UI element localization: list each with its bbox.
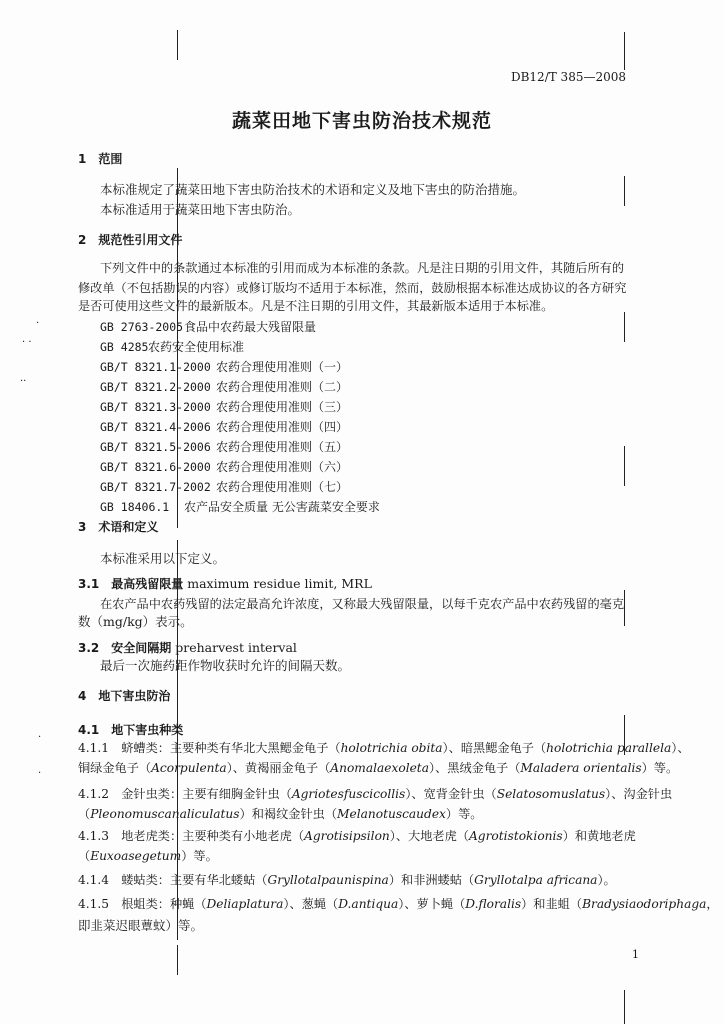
item-text: 蝼蛄类：主要有华北蝼蛄（ xyxy=(121,873,268,887)
item-text: 金针虫类：主要有细胸金针虫（ xyxy=(121,787,292,801)
item-number: 4.1.1 xyxy=(78,741,110,755)
reference-code: GB 18406.1 xyxy=(100,500,170,514)
item-number: 4.1.2 xyxy=(78,787,110,801)
term-3-1 xyxy=(78,574,372,594)
reference-code: GB/T 8321.6-2000 xyxy=(100,460,211,474)
scan-mark: · · xyxy=(22,337,32,348)
item-number: 4.1.3 xyxy=(78,829,110,843)
item-4-1-5 xyxy=(78,894,719,914)
reference-title: 农药合理使用准则（一） xyxy=(216,360,349,374)
item-text: ）和韭蛆（ xyxy=(521,897,583,911)
paragraph: 本标准规定了蔬菜田地下害虫防治技术的术语和定义及地下害虫的防治措施。 xyxy=(100,182,526,197)
reference-item xyxy=(100,398,348,415)
paragraph: 本标准采用以下定义。 xyxy=(100,551,226,566)
item-text: ）等。 xyxy=(181,849,218,863)
item-text: ）和非洲蝼蛄（ xyxy=(388,873,475,887)
paragraph: 是否可使用这些文件的最新版本。凡是不注日期的引用文件，其最新版本适用于本标准。 xyxy=(78,299,554,313)
reference-item xyxy=(100,318,316,335)
scan-mark: ·· xyxy=(20,376,27,387)
species-name: Gryllotalpa africana xyxy=(474,873,598,887)
reference-item xyxy=(100,418,348,435)
item-4-1-5-cont: 即韭菜迟眼蕈蚊）等。 xyxy=(78,918,204,933)
scan-mark: · xyxy=(38,768,42,779)
reference-item xyxy=(100,458,348,475)
reference-code: GB 2763-2005 xyxy=(100,320,184,334)
scan-line xyxy=(624,446,625,486)
item-4-1-2 xyxy=(78,784,672,804)
item-4-1-1-cont xyxy=(78,758,678,778)
reference-title: 农药合理使用准则（七） xyxy=(216,480,349,494)
item-text: ）、黄褐丽金龟子（ xyxy=(226,761,331,775)
document-title: 蔬菜田地下害虫防治技术规范 xyxy=(231,110,492,132)
item-text: ）、黑绒金龟子（ xyxy=(428,761,521,775)
reference-code: GB/T 8321.3-2000 xyxy=(100,400,211,414)
item-text: ）等。 xyxy=(445,807,483,821)
paragraph: 在农产品中农药残留的法定最高允许浓度，又称最大残留限量，以每千克农产品中农药残留的毫克 xyxy=(100,597,625,611)
scan-line xyxy=(624,176,625,206)
reference-code: GB/T 8321.5-2006 xyxy=(100,440,211,454)
scan-line xyxy=(624,990,625,1024)
scan-line xyxy=(177,945,178,975)
scan-mark: · xyxy=(36,318,40,329)
standard-code: DB12/T 385—2008 xyxy=(510,70,626,84)
reference-item xyxy=(100,438,348,455)
reference-title: 农药合理使用准则（二） xyxy=(216,380,349,394)
paragraph: 最后一次施药距作物收获时允许的间隔天数。 xyxy=(100,658,351,673)
item-text: ）、暗黑鳃金龟子（ xyxy=(442,741,547,755)
reference-item xyxy=(100,338,244,355)
item-text: （ xyxy=(78,807,91,821)
item-number: 4.1.5 xyxy=(78,897,110,911)
reference-title: 农药安全使用标准 xyxy=(148,340,245,354)
species-name: holotrichia parallela xyxy=(546,741,672,755)
section-heading: 4 地下害虫防治 xyxy=(78,689,171,703)
species-name: Melanotuscaudex xyxy=(337,807,446,821)
paragraph: 本标准适用于蔬菜田地下害虫防治。 xyxy=(100,202,301,217)
species-name: holotrichia obita xyxy=(340,741,443,755)
term-heading: 3.1 最高残留限量 xyxy=(78,577,184,591)
species-name: Deliaplatura xyxy=(206,897,284,911)
species-name: D.antiqua xyxy=(338,897,399,911)
reference-title: 食品中农药最大残留限量 xyxy=(184,320,317,334)
item-text: ）、葱蝇（ xyxy=(283,897,339,911)
reference-title: 农药合理使用准则（三） xyxy=(216,400,349,414)
item-text: ）、沟金针虫 xyxy=(605,787,673,801)
scan-line xyxy=(624,312,625,342)
species-name: D.floralis xyxy=(465,897,522,911)
reference-code: GB/T 8321.7-2002 xyxy=(100,480,211,494)
item-text: 蛴螬类：主要种类有华北大黑鳃金龟子（ xyxy=(121,741,341,755)
item-4-1-3-cont xyxy=(78,846,218,866)
item-text: 地老虎类：主要种类有小地老虎（ xyxy=(121,829,305,843)
reference-code: GB/T 8321.2-2000 xyxy=(100,380,211,394)
species-name: Anomalaexoleta xyxy=(330,761,429,775)
reference-item xyxy=(100,378,348,395)
paragraph: 数（mg/kg）表示。 xyxy=(78,614,193,629)
term-3-2 xyxy=(78,638,297,658)
scan-mark: · xyxy=(38,732,42,743)
item-text: ）等。 xyxy=(641,761,679,775)
item-4-1-4 xyxy=(78,870,616,890)
reference-code: GB/T 8321.1-2000 xyxy=(100,360,211,374)
term-english: preharvest interval xyxy=(175,640,297,655)
section-heading: 2 规范性引用文件 xyxy=(78,233,183,247)
reference-code: GB 4285 xyxy=(100,340,149,354)
reference-item xyxy=(100,358,348,375)
item-number: 4.1.4 xyxy=(78,873,110,887)
species-name: Agrotisipsilon xyxy=(304,829,390,843)
species-name: Selatosomuslatus xyxy=(496,787,606,801)
reference-title: 农药合理使用准则（五） xyxy=(216,440,349,454)
item-text: ）、大地老虎（ xyxy=(389,829,469,843)
item-text: （ xyxy=(78,849,91,863)
species-name: Maladera orientalis xyxy=(520,761,642,775)
scan-line xyxy=(624,590,625,626)
paragraph: 下列文件中的条款通过本标准的引用而成为本标准的条款。凡是注日期的引用文件，其随后所有的 xyxy=(100,261,625,275)
item-text: ）。 xyxy=(597,873,616,887)
species-name: Gryllotalpaunispina xyxy=(267,873,389,887)
term-heading: 3.2 安全间隔期 xyxy=(78,641,172,655)
page-number: 1 xyxy=(632,948,639,961)
scan-line xyxy=(624,32,625,70)
term-english: maximum residue limit, MRL xyxy=(187,576,372,591)
item-text: ）、萝卜蝇（ xyxy=(398,897,466,911)
species-name: Agriotesfuscicollis xyxy=(291,787,406,801)
item-text: ）、 xyxy=(671,741,690,755)
reference-code: GB/T 8321.4-2006 xyxy=(100,420,211,434)
paragraph: 修改单（不包括勘误的内容）或修订版均不适用于本标准，然而，鼓励根据本标准达成协议的各方研究 xyxy=(78,281,627,295)
section-heading: 1 范围 xyxy=(78,152,123,166)
species-name: Bradysiaodoriphaga xyxy=(582,897,707,911)
species-name: Pleonomuscanaliculatus xyxy=(90,807,240,821)
reference-item xyxy=(100,478,348,495)
item-text: ）和黄地老虎 xyxy=(562,829,636,843)
reference-title: 农产品安全质量 无公害蔬菜安全要求 xyxy=(184,500,380,514)
item-4-1-2-cont xyxy=(78,804,482,824)
item-text: 根蛆类：种蝇（ xyxy=(121,897,207,911)
item-text: ， xyxy=(706,897,719,911)
species-name: Euxoasegetum xyxy=(90,849,182,863)
species-name: Agrotistokionis xyxy=(469,829,563,843)
scan-line xyxy=(177,30,178,60)
item-text: 铜绿金龟子（ xyxy=(78,761,152,775)
item-4-1-3 xyxy=(78,826,636,846)
item-4-1-1 xyxy=(78,738,690,758)
item-text: ）和褐纹金针虫（ xyxy=(239,807,338,821)
reference-item xyxy=(100,498,380,515)
subsection-heading: 4.1 地下害虫种类 xyxy=(78,723,184,737)
section-heading: 3 术语和定义 xyxy=(78,520,159,534)
species-name: Acorpulenta xyxy=(151,761,227,775)
item-text: ）、宽背金针虫（ xyxy=(405,787,497,801)
reference-title: 农药合理使用准则（四） xyxy=(216,420,349,434)
reference-title: 农药合理使用准则（六） xyxy=(216,460,349,474)
